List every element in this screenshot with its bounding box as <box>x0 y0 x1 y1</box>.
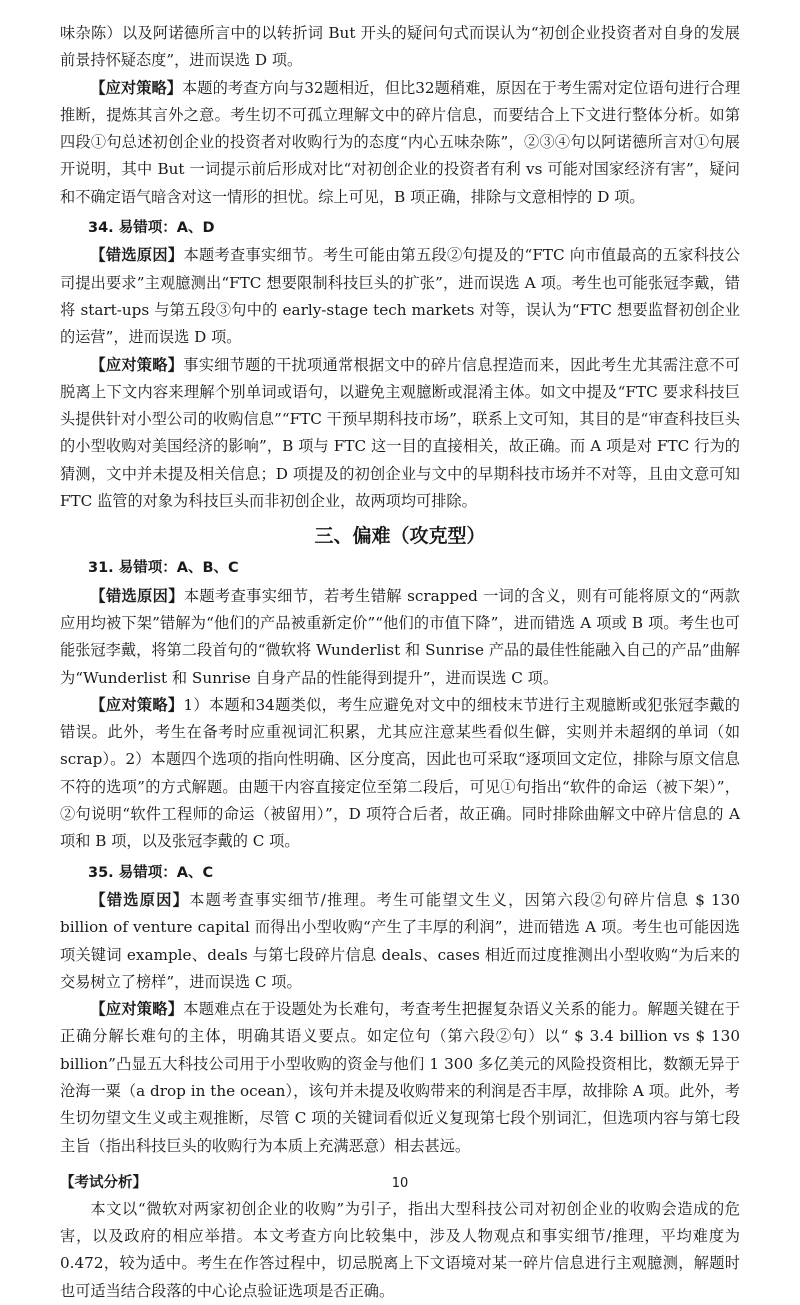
strategy-tag: 【应对策略】 <box>90 1000 184 1019</box>
exam-analysis-paragraph: 本文以“微软对两家初创企业的收购”为引子，指出大型科技公司对初创企业的收购会造成的危害，以及政府的相应举措。本文考查方向比较集中，涉及人物观点和事实细节/推理，平均难度为 0.472，较为适中。考生在作答过程中，切忌脱离上下文语境对某一碎片信息进行主观臆测，解题时也可适当结合段落的中心论点验证选项是否正确。 <box>60 1199 740 1300</box>
q31-reason-paragraph <box>60 583 740 692</box>
page-number: 10 <box>391 1176 409 1191</box>
q34-reason-paragraph <box>60 242 740 351</box>
q31-strategy-text: 1）本题和34题类似，考生应避免对文中的细枝末节进行主观臆断或犯张冠李戴的错误。此外，考生在备考时应重视词汇积累，尤其应注意某些看似生僻，实则并未超纲的单词（如 scrap）。2）本题四个选项的指向性明确、区分度高，因此也可采取“逐项回文定位，排除与原文信息不符的选项”的方式解题。由题干内容直接定位至第二段后，可见①句指出“软件的命运（被下架）”，②句说明“软件工程师的命运（被留用）”，D 项符合后者，故正确。同时排除曲解文中碎片信息的 A 项和 B 项，以及张冠李戴的 C 项。 <box>60 695 740 851</box>
q35-strategy-paragraph <box>60 996 740 1160</box>
document-page <box>60 20 740 1305</box>
strategy-tag: 【应对策略】 <box>90 78 183 97</box>
strategy-tag: 【应对策略】 <box>90 355 184 374</box>
q34-reason-text: 本题考查事实细节。考生可能由第五段②句提及的“FTC 向市值最高的五家科技公司提出要求”主观臆测出“FTC 想要限制科技巨头的扩张”，进而误选 A 项。考生也可能张冠李戴，错将 start-ups 与第五段③句中的 early-stage tech markets 对等，误认为“FTC 想要监督初创企业的运营”，进而误选 D 项。 <box>60 246 741 347</box>
q33-strategy-paragraph <box>60 75 740 211</box>
q34-heading: 34. 易错项：A、D <box>88 220 215 237</box>
reason-tag: 【错选原因】 <box>90 246 184 265</box>
q35-strategy-text: 本题难点在于设题处为长难句，考查考生把握复杂语义关系的能力。解题关键在于正确分解长难句的主体，明确其语义要点。如定位句（第六段②句）以“ $ 3.4 billion vs $ 130 billion”凸显五大科技公司用于小型收购的资金与他们 1 300 多亿美元的风险投资相比，数额无异于沧海一粟（a drop in the ocean），该句并未提及收购带来的利润是否丰厚，故排除 A 项。此外，考生切勿望文生义或主观推断，尽管 C 项的关键词看似近义复现第七段个别词汇，但选项内容与第七段主旨（指出科技巨头的收购行为本质上充满恶意）相去甚远。 <box>60 1000 741 1155</box>
q33-strategy-text: 本题的考查方向与32题相近，但比32题稍难，原因在于考生需对定位语句进行合理推断，提炼其言外之意。考生切不可孤立理解文中的碎片信息，而要结合上下文进行整体分析。如第四段①句总述初创企业的投资者对收购行为的态度“内心五味杂陈”，②③④句以阿诺德所言对①句展开说明，其中 But 一词提示前后形成对比“对初创企业的投资者有利 vs 可能对国家经济有害”，疑问和不确定语气暗含对这一情形的担忧。综上可见，B 项正确，排除与文意相悖的 D 项。 <box>60 78 741 206</box>
section-title: 三、偏难（攻克型） <box>314 525 486 548</box>
reason-tag: 【错选原因】 <box>90 890 190 909</box>
q31-reason-text: 本题考查事实细节，若考生错解 scrapped 一词的含义，则有可能将原文的“两款应用均被下架”错解为“他们的产品被重新定价”“他们的市值下降”，进而错选 A 项或 B 项。考生也可能张冠李戴，将第二段首句的“微软将 Wunderlist 和 Sunrise 产品的最佳性能融入自己的产品”曲解为“Wunderlist 和 Sunrise 自身产品的性能得到提升”，进而误选 C 项。 <box>60 586 740 687</box>
q35-reason-paragraph <box>60 887 740 996</box>
q35-heading: 35. 易错项：A、C <box>88 864 214 881</box>
exam-analysis-label: 【考试分析】 <box>60 1174 147 1191</box>
q31-strategy-paragraph <box>60 692 740 856</box>
reason-tag: 【错选原因】 <box>90 586 184 605</box>
intro-paragraph: 味杂陈）以及阿诺德所言中的以转折词 But 开头的疑问句式而误认为“初创企业投资者对自身的发展前景持怀疑态度”，进而误选 D 项。 <box>60 24 740 70</box>
strategy-tag: 【应对策略】 <box>90 695 184 714</box>
q35-reason-text: 本题考查事实细节/推理。考生可能望文生义，因第六段②句碎片信息 $ 130 billion of venture capital 而得出小型收购“产生了丰厚的利润”，进而错选 A 项。考生也可能因选项关键词 example、deals 与第七段碎片信息 deals、cases 相近而过度推测出小型收购“为后来的交易树立了榜样”，进而误选 C 项。 <box>60 890 740 991</box>
q34-strategy-text: 事实细节题的干扰项通常根据文中的碎片信息捏造而来，因此考生尤其需注意不可脱离上下文内容来理解个别单词或语句，以避免主观臆断或混淆主体。如文中提及“FTC 要求科技巨头提供针对小型公司的收购信息”“FTC 干预早期科技市场”，联系上文可知，其目的是“审查科技巨头的小型收购对美国经济的影响”，B 项与 FTC 这一目的直接相关，故正确。而 A 项是对 FTC 行为的猜测，文中并未提及相关信息；D 项提及的初创企业与文中的早期科技市场并不对等，且由文意可知 FTC 监管的对象为科技巨头而非初创企业，故两项均可排除。 <box>60 355 741 511</box>
q34-strategy-paragraph <box>60 352 740 516</box>
q31-heading: 31. 易错项：A、B、C <box>88 560 239 577</box>
